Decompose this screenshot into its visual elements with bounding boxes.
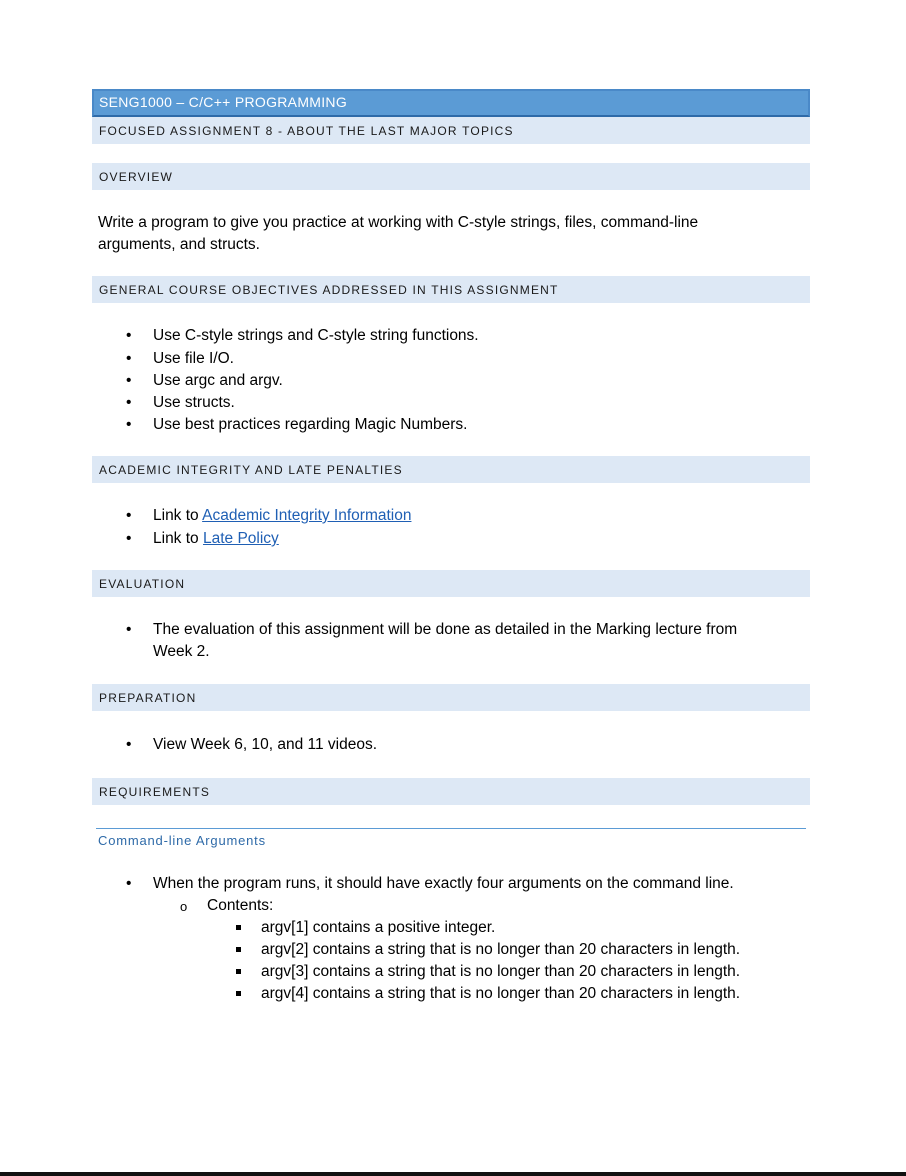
document-subtitle-band	[92, 117, 810, 144]
requirements-item: When the program runs, it should have exactly four arguments on the command line.	[153, 875, 734, 892]
square-bullet-icon	[236, 991, 241, 996]
objective-item: Use argc and argv.	[153, 372, 283, 389]
late-policy-link[interactable]: Late Policy	[202, 530, 279, 547]
bullet-icon: •	[126, 875, 132, 892]
document-subtitle: FOCUSED ASSIGNMENT 8 - ABOUT THE LAST MAJOR TOPICS	[99, 124, 514, 138]
requirements-subheading: Command-line Arguments	[98, 833, 266, 848]
objectives-heading: GENERAL COURSE OBJECTIVES ADDRESSED IN THIS ASSIGNMENT	[99, 283, 559, 297]
subheading-rule	[96, 828, 806, 829]
academic-integrity-link[interactable]: Academic Integrity Information	[202, 507, 412, 524]
section-heading-overview	[92, 163, 810, 190]
objective-item: Use best practices regarding Magic Numbers.	[153, 416, 468, 433]
bullet-icon: •	[126, 327, 132, 344]
circle-bullet-icon: o	[180, 899, 188, 914]
integrity-item	[153, 528, 803, 550]
argv-item: argv[2] contains a string that is no longer than 20 characters in length.	[261, 941, 741, 958]
preparation-item: View Week 6, 10, and 11 videos.	[153, 736, 378, 753]
bullet-icon: •	[126, 530, 132, 547]
page-bottom-border	[0, 1172, 906, 1176]
argv-item: argv[1] contains a positive integer.	[261, 919, 496, 936]
document-title: SENG1000 – C/C++ PROGRAMMING	[99, 94, 348, 110]
argv-item: argv[3] contains a string that is no longer than 20 characters in length.	[261, 963, 741, 980]
square-bullet-icon	[236, 969, 241, 974]
section-heading-evaluation	[92, 570, 810, 597]
section-heading-integrity	[92, 456, 810, 483]
bullet-icon: •	[126, 394, 132, 411]
bullet-icon: •	[126, 507, 132, 524]
argv-item: argv[4] contains a string that is no longer than 20 characters in length.	[261, 985, 741, 1002]
integrity-item	[153, 505, 803, 527]
square-bullet-icon	[236, 947, 241, 952]
bullet-icon: •	[126, 416, 132, 433]
objective-item: Use C-style strings and C-style string functions.	[153, 327, 479, 344]
bullet-icon: •	[126, 736, 132, 753]
link-prefix: Link to	[153, 507, 203, 524]
bullet-icon: •	[126, 372, 132, 389]
evaluation-line2: Week 2.	[153, 643, 210, 660]
bullet-icon: •	[126, 350, 132, 367]
requirements-heading: REQUIREMENTS	[99, 785, 211, 799]
objective-item: Use structs.	[153, 394, 235, 411]
preparation-heading: PREPARATION	[99, 691, 197, 705]
overview-text-line2: arguments, and structs.	[98, 236, 260, 253]
objective-item: Use file I/O.	[153, 350, 234, 367]
section-heading-preparation	[92, 684, 810, 711]
overview-heading: OVERVIEW	[99, 170, 174, 184]
evaluation-line1: The evaluation of this assignment will be done as detailed in the Marking lecture from	[153, 621, 738, 638]
link-prefix: Link to	[153, 530, 203, 547]
square-bullet-icon	[236, 925, 241, 930]
section-heading-objectives	[92, 276, 810, 303]
document-title-bar	[92, 89, 810, 117]
overview-text-line1: Write a program to give you practice at working with C-style strings, files, command-line	[98, 214, 699, 231]
requirements-sub-item: Contents:	[207, 897, 274, 914]
integrity-heading: ACADEMIC INTEGRITY AND LATE PENALTIES	[99, 463, 403, 477]
evaluation-heading: EVALUATION	[99, 577, 186, 591]
bullet-icon: •	[126, 621, 132, 638]
section-heading-requirements	[92, 778, 810, 805]
